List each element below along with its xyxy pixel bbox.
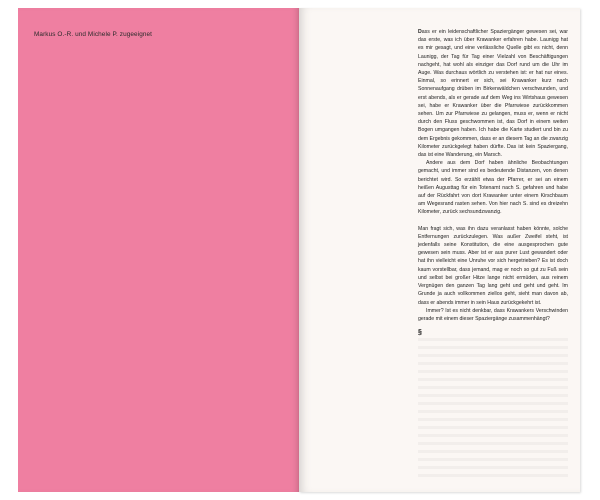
paragraph-4: Immer? Ist es nicht denkbar, dass Krawankers Verschwinden gerade mit einem dieser Spaziergänge zusammenhängt? (418, 307, 568, 322)
left-page (18, 8, 299, 492)
section-mark: § (418, 329, 422, 337)
body-text (418, 28, 568, 339)
paragraph-3: Man fragt sich, was ihn dazu veranlasst haben könnte, solche Entfernungen zurückzulegen. Was außer Zweifel steht, ist jedenfalls seine Konstitution, die eine ausgesprochen gute gewesen sein muss. Aber ist er aus purer Lust gewandert oder hat ihn vielleicht eine Unruhe vor sich hergetrieben? Es ist doch kaum vorstellbar, dass jemand, mag er noch so gut zu Fuß sein und selbst bei großer Hitze lange nicht ermüden, aus reinem Vergnügen den ganzen Tag lang geht und geht und geht. Im Grunde ja auch vollkommen ziellos geht, sieht man davon ab, dass er abends immer in sein Haus zurückgekehrt ist. (418, 225, 568, 306)
show-through-text (418, 338, 568, 478)
right-page (299, 8, 580, 492)
drop-cap: D (418, 29, 422, 35)
book-spread (18, 8, 580, 492)
paragraph-1 (418, 28, 568, 159)
paragraph-1-text: ass er ein leidenschaftlicher Spaziergänger gewesen sei, war das erste, was ich über Krawanker erfahren habe. Launigg hat es mir gesagt, und eine verlässliche Quelle gibt es nicht, denn Launigg, der Tag für Tag einer Vielzahl von Beschäftigungen nachgeht, hat wohl als einziger das Dorf rund um die Uhr im Auge. Was durchaus wörtlich zu verstehen ist: er hat nur eines. Einmal, so erinnert er sich, sei Krawanker kurz nach Sonnenaufgang drüben im Birkenwäldchen verschwunden, und erst abends, als er gerade auf dem Weg ins Wirtshaus gewesen sei, habe er Krawanker über die Pfarrwiese zurückkommen sehen. Um zur Pfarrwiese zu gelangen, muss er, wenn er nicht durch den Fluss geschwommen ist, das Dorf in einem weiten Bogen umgangen haben. Ich habe die Karte studiert und bin zu dem Ergebnis gekommen, dass er an diesem Tag an die zwanzig Kilometer zurückgelegt haben dürfte. Das ist kein Spaziergang, das ist eine Wanderung, ein Marsch. (418, 29, 568, 159)
dedication-text: Markus O.-R. und Michele P. zugeeignet (34, 31, 153, 38)
paragraph-2: Andere aus dem Dorf haben ähnliche Beobachtungen gemacht, und immer sind es bedeutende Distanzen, von denen berichtet wird. So erzählt etwa der Pfarrer, er sei an einem heißen Augusttag für ein Totenamt nach S. gefahren und habe auf der Rückfahrt von dort Krawanker unter einem Kirschbaum am Wegesrand rasten sehen. Von hier nach S. sind es dreizehn Kilometer, zurück sechsundzwanzig. (418, 160, 568, 216)
